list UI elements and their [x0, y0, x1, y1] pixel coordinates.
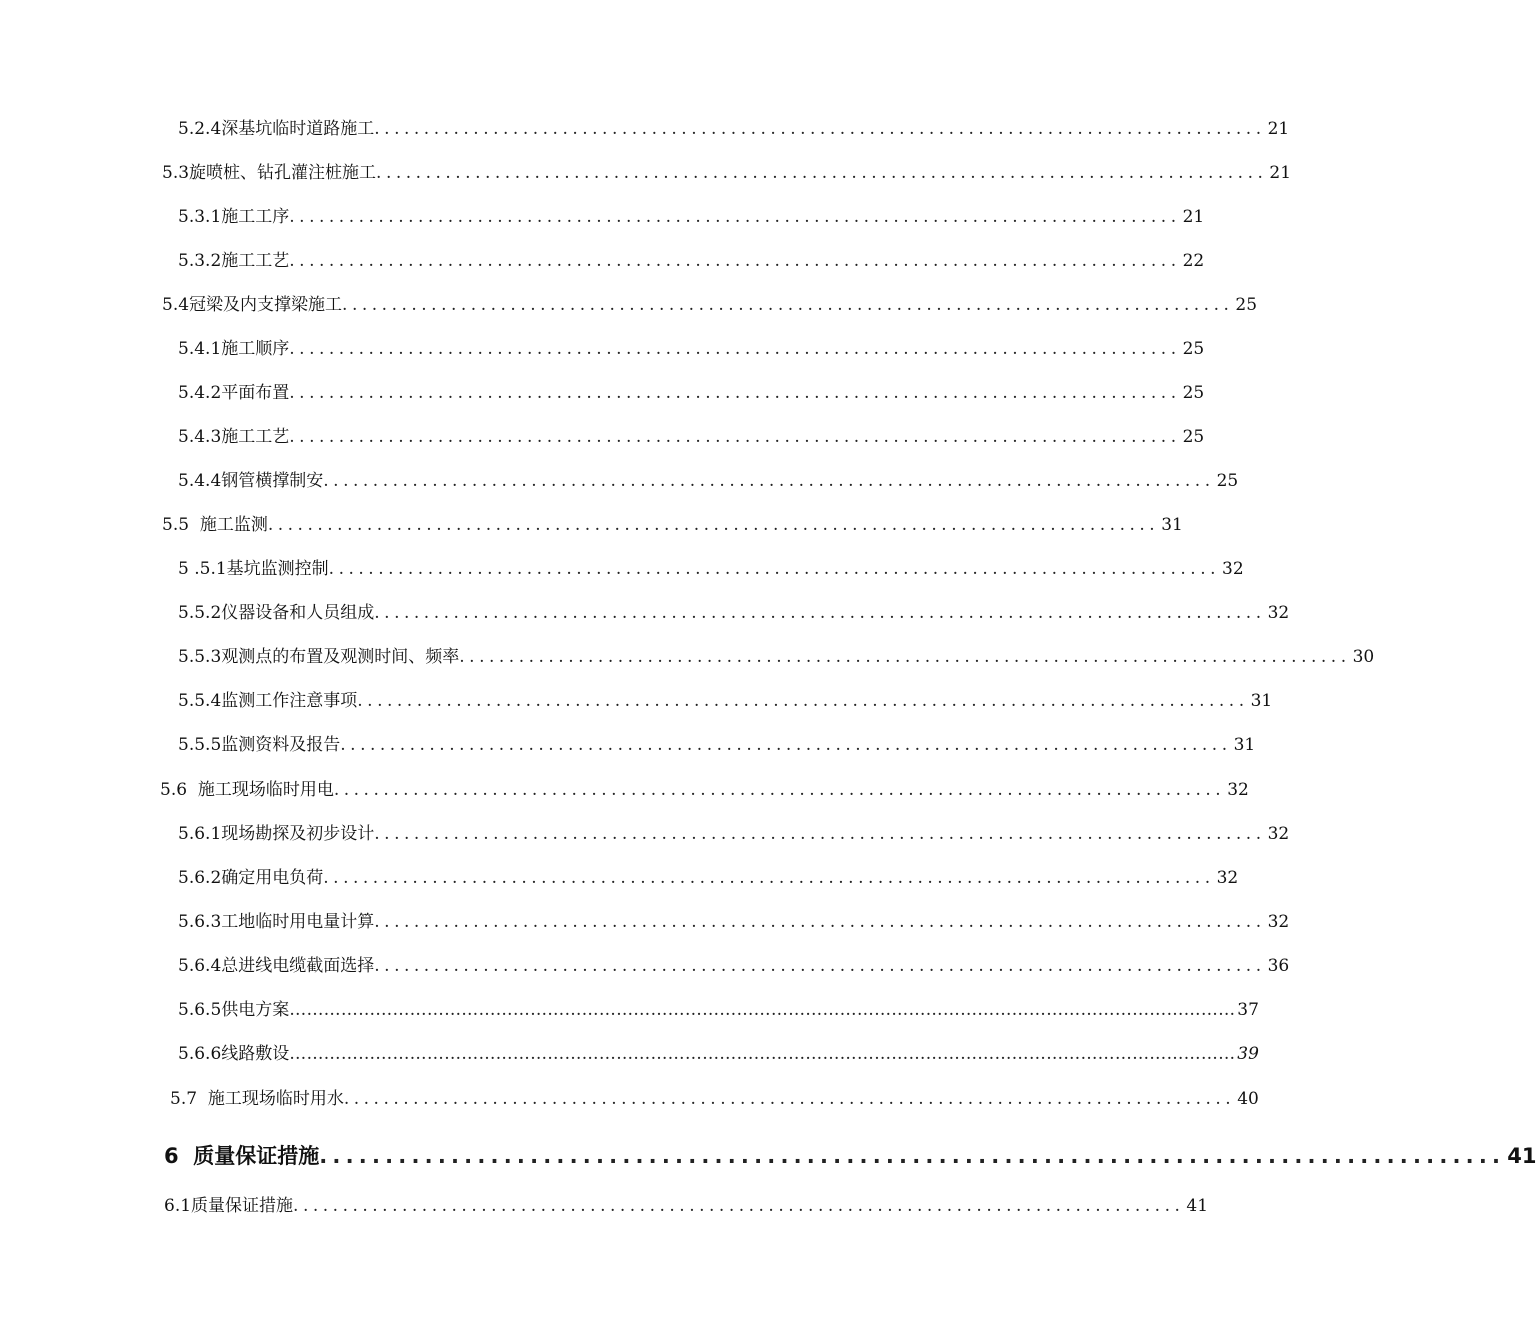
toc-entry-label: 5.6.5供电方案 — [178, 1000, 290, 1020]
toc-entry-label: 5.4冠梁及内支撑梁施工 — [162, 295, 343, 315]
toc-entry-5-4-3[interactable] — [178, 426, 1205, 448]
toc-page-number: 32 — [1227, 780, 1249, 800]
toc-page-number: 31 — [1250, 691, 1273, 711]
toc-entry-label: 6 质量保证措施 — [164, 1144, 320, 1168]
toc-entry-label: 5.4.4钢管横撑制安 — [178, 471, 324, 491]
toc-page-number: 22 — [1182, 251, 1205, 271]
toc-entry-label: 5.3旋喷桩、钻孔灌注桩施工 — [162, 163, 377, 183]
toc-leader-dots: .......................................................................................... — [289, 427, 1181, 447]
toc-entry-label: 5.5 施工监测 — [162, 515, 268, 535]
toc-leader-dots: .......................................................................................... — [374, 956, 1266, 976]
toc-leader-dots: .......................................................................................... — [340, 735, 1232, 755]
toc-entry-chapter-6[interactable] — [164, 1142, 1536, 1170]
toc-leader-dots: .......................................................................................... — [328, 559, 1221, 579]
toc-entry-5-3-2[interactable] — [178, 250, 1205, 272]
toc-entry-5-6[interactable] — [160, 779, 1249, 801]
toc-page-number: 21 — [1182, 207, 1205, 227]
toc-page-number: 32 — [1216, 868, 1239, 888]
toc-leader-dots: .......................................................................................... — [319, 1144, 1506, 1168]
toc-page-number: 39 — [1237, 1044, 1259, 1064]
toc-page-number: 21 — [1267, 119, 1290, 139]
toc-entry-label: 5.5.3观测点的布置及观测时间、频率 — [178, 647, 460, 667]
toc-entry-5-4[interactable] — [162, 294, 1258, 316]
toc-leader-dots: .......................................................................................... — [342, 295, 1234, 315]
toc-entry-5-4-1[interactable] — [178, 338, 1205, 360]
toc-entry-5-5[interactable] — [162, 514, 1183, 536]
toc-leader-dots: .......................................................................................... — [376, 163, 1268, 183]
toc-page-number: 40 — [1237, 1089, 1259, 1109]
toc-entry-5-7[interactable] — [170, 1088, 1259, 1110]
toc-entry-label: 5.6 施工现场临时用电 — [160, 780, 334, 800]
toc-leader-dots: .......................................................................................... — [357, 691, 1249, 711]
toc-leader-dots: .......................................................................................... — [289, 251, 1181, 271]
toc-page-number: 32 — [1267, 603, 1290, 623]
toc-entry-label: 5.4.2平面布置 — [178, 383, 290, 403]
toc-page-number: 25 — [1216, 471, 1239, 491]
toc-entry-5-6-6[interactable] — [178, 1043, 1259, 1065]
toc-leader-dots: .......................................................................................... — [267, 515, 1160, 535]
toc-entry-label: 5.2.4深基坑临时道路施工 — [178, 119, 375, 139]
toc-page-number: 32 — [1267, 912, 1290, 932]
toc-entry-label: 5.6.4总进线电缆截面选择 — [178, 956, 375, 976]
toc-page-number: 37 — [1237, 1000, 1259, 1020]
toc-entry-5-5-3[interactable] — [178, 646, 1375, 668]
toc-entry-label: 5.5.4监测工作注意事项 — [178, 691, 358, 711]
toc-page-number: 30 — [1352, 647, 1375, 667]
toc-page-number: 25 — [1182, 427, 1205, 447]
toc-entry-5-6-1[interactable] — [178, 823, 1290, 845]
toc-leader-dots: .......................................................................................... — [343, 1089, 1236, 1109]
toc-entry-5-3[interactable] — [162, 162, 1292, 184]
toc-page-number: 32 — [1222, 559, 1244, 579]
toc-page-number: 31 — [1233, 735, 1256, 755]
toc-entry-5-5-1[interactable] — [178, 558, 1244, 580]
toc-page-number: 31 — [1161, 515, 1183, 535]
toc-leader-dots: ………………………………………………………………………………………………………………………………………………… — [289, 1044, 1236, 1064]
toc-page-number: 32 — [1267, 824, 1290, 844]
toc-entry-label: 5.6.2确定用电负荷 — [178, 868, 324, 888]
toc-entry-6-1[interactable] — [164, 1195, 1209, 1217]
toc-page-number: 41 — [1507, 1144, 1536, 1168]
toc-page-number: 25 — [1235, 295, 1258, 315]
toc-leader-dots: .......................................................................................... — [333, 780, 1226, 800]
toc-entry-5-3-1[interactable] — [178, 206, 1205, 228]
toc-entry-5-6-2[interactable] — [178, 867, 1239, 889]
toc-entry-label: 5.3.2施工工艺 — [178, 251, 290, 271]
toc-entry-label: 5.6.3工地临时用电量计算 — [178, 912, 375, 932]
toc-page-number: 21 — [1269, 163, 1292, 183]
toc-leader-dots: ………………………………………………………………………………………………………………………………………………… — [289, 1000, 1236, 1020]
toc-leader-dots: .......................................................................................... — [289, 339, 1181, 359]
toc-entry-5-5-2[interactable] — [178, 602, 1290, 624]
toc-entry-5-4-2[interactable] — [178, 382, 1205, 404]
toc-entry-label: 5.4.3施工工艺 — [178, 427, 290, 447]
toc-leader-dots: .......................................................................................... — [374, 912, 1266, 932]
toc-entry-5-2-4[interactable] — [178, 118, 1290, 140]
toc-entry-label: 5.5.2仪器设备和人员组成 — [178, 603, 375, 623]
toc-leader-dots: .......................................................................................... — [374, 603, 1266, 623]
toc-entry-5-6-4[interactable] — [178, 955, 1290, 977]
toc-entry-label: 5.6.1现场勘探及初步设计 — [178, 824, 375, 844]
toc-page-number: 25 — [1182, 383, 1205, 403]
toc-page-number: 36 — [1267, 956, 1290, 976]
toc-leader-dots: .......................................................................................... — [459, 647, 1351, 667]
toc-entry-5-5-5[interactable] — [178, 734, 1256, 756]
toc-entry-5-6-5[interactable] — [178, 999, 1259, 1021]
toc-leader-dots: .......................................................................................... — [293, 1196, 1185, 1216]
toc-leader-dots: .......................................................................................... — [289, 207, 1181, 227]
toc-entry-5-4-4[interactable] — [178, 470, 1239, 492]
toc-entry-label: 5.5.5监测资料及报告 — [178, 735, 341, 755]
toc-entry-label: 5 .5.1基坑监测控制 — [178, 559, 329, 579]
toc-page-number: 25 — [1182, 339, 1205, 359]
toc-entry-5-6-3[interactable] — [178, 911, 1290, 933]
toc-entry-label: 6.1质量保证措施 — [164, 1196, 294, 1216]
toc-entry-label: 5.7 施工现场临时用水 — [170, 1089, 344, 1109]
toc-entry-label: 5.6.6线路敷设 — [178, 1044, 290, 1064]
toc-entry-label: 5.4.1施工顺序 — [178, 339, 290, 359]
toc-page-number: 41 — [1186, 1196, 1209, 1216]
toc-leader-dots: .......................................................................................... — [374, 824, 1266, 844]
toc-leader-dots: .......................................................................................... — [323, 471, 1215, 491]
toc-leader-dots: .......................................................................................... — [289, 383, 1181, 403]
toc-entry-label: 5.3.1施工工序 — [178, 207, 290, 227]
toc-leader-dots: .......................................................................................... — [323, 868, 1215, 888]
toc-entry-5-5-4[interactable] — [178, 690, 1273, 712]
toc-leader-dots: .......................................................................................... — [374, 119, 1266, 139]
